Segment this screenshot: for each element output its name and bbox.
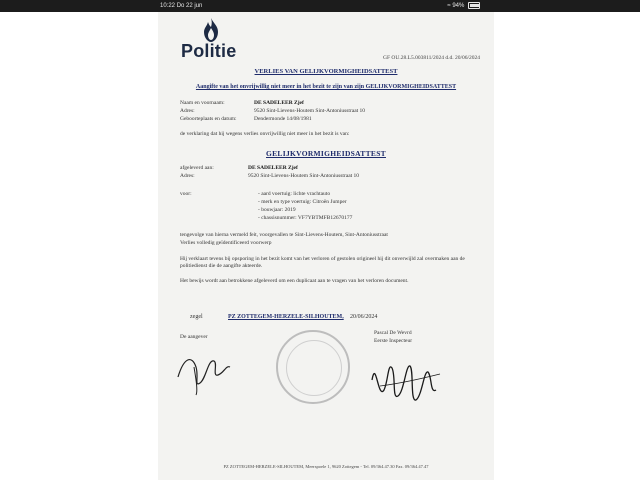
issued-address-value: 9520 Sint-Lievens-Houtem Sint-Antoniusstraat 10 <box>248 173 360 179</box>
wifi-icon: ≈ <box>447 3 451 9</box>
proof-paragraph: Het bewijs wordt aan betrokkene afgeleverd om een duplicaat aan te vragen van het verloren document. <box>180 278 409 284</box>
document-subtitle: Aangifte van het onvrijwillig niet meer in het bezit te zijn van zijn GELIJKVORMIGHEIDSATTEST <box>195 84 457 90</box>
address-label: Adres: <box>180 108 195 114</box>
reference-number: GF OU.28.L5.003811/2024 d.d. 20/06/2024 <box>383 55 480 61</box>
declarant-signature <box>174 347 234 397</box>
status-time: 10:22 <box>160 3 176 9</box>
page-footer: PZ ZOTTEGEM-HERZELE-SILHOUTEM, Meerspoele 1, 9620 Zottegem - Tel. 09/364.47.30 Fax. 09/364.47.47 <box>223 464 429 469</box>
station-date: 20/06/2024 <box>350 314 378 320</box>
issued-address-label: Adres: <box>180 173 195 179</box>
section-title: GELIJKVORMIGHEIDSATTEST <box>266 149 386 158</box>
incident-paragraph: tengevolge van hierna vermeld feit, voorgevallen te Sint-Lievens-Houtem, Sint-Antoniusstraat <box>180 232 388 238</box>
vehicle-make: - merk en type voertuig: Citroën Jumper <box>258 199 347 205</box>
document-page <box>158 12 494 480</box>
birth-label: Geboorteplaats en datum: <box>180 116 237 122</box>
vehicle-year: - bouwjaar: 2019 <box>258 207 296 213</box>
seal-label: zegel <box>190 314 203 320</box>
status-bar <box>0 0 640 12</box>
name-value: DE SADELEER Zjef <box>254 100 304 106</box>
declaration-text: de verklaring dat hij wegens verlies onvrijwillig niet meer in het bezit is van: <box>180 131 350 137</box>
document-title: VERLIES VAN GELIJKVORMIGHEIDSATTEST <box>254 68 398 75</box>
address-value: 9520 Sint-Lievens-Houtem Sint-Antoniusstraat 10 <box>254 108 366 114</box>
name-label: Naam en voornaam: <box>180 100 225 106</box>
vehicle-chassis: - chassisnummer: VF7YBTMFB12670177 <box>258 215 353 221</box>
status-date: Do 22 jun <box>176 3 203 9</box>
brand-wordmark: Politie <box>181 41 237 61</box>
birth-value: Dendermonde 14/08/1981 <box>254 116 312 122</box>
vehicle-type: - aard voertuig: lichte vrachtauto <box>258 191 331 197</box>
station-name: PZ ZOTTEGEM-HERZELE-SILHOUTEM, <box>228 314 344 320</box>
battery-level: 94% <box>452 3 465 9</box>
officer-title: Eerste Inspecteur <box>374 338 413 344</box>
police-flame-logo-icon <box>198 16 224 44</box>
obligation-paragraph: Hij verklaart tevens bij opsporing in het bezit komt van het verloren of gestolen origineel hij dit onverwijld zal overmaken aan de politiedienst die de aangifte akteerde. <box>180 256 465 269</box>
battery-icon <box>468 2 480 9</box>
declarant-sign-label: De aangever <box>180 334 208 340</box>
incident-subline: Verlies volledig geïdentificeerd voorwerp <box>180 240 272 246</box>
officer-name: Pascal De Wevrd <box>374 330 412 336</box>
officer-signature <box>366 350 446 410</box>
status-time-date <box>160 0 202 12</box>
issued-label: afgeleverd aan: <box>180 165 214 171</box>
vehicle-label: voor: <box>180 191 192 197</box>
issued-value: DE SADELEER Zjef <box>248 165 298 171</box>
status-right <box>447 0 480 12</box>
police-seal-stamp <box>276 330 350 404</box>
